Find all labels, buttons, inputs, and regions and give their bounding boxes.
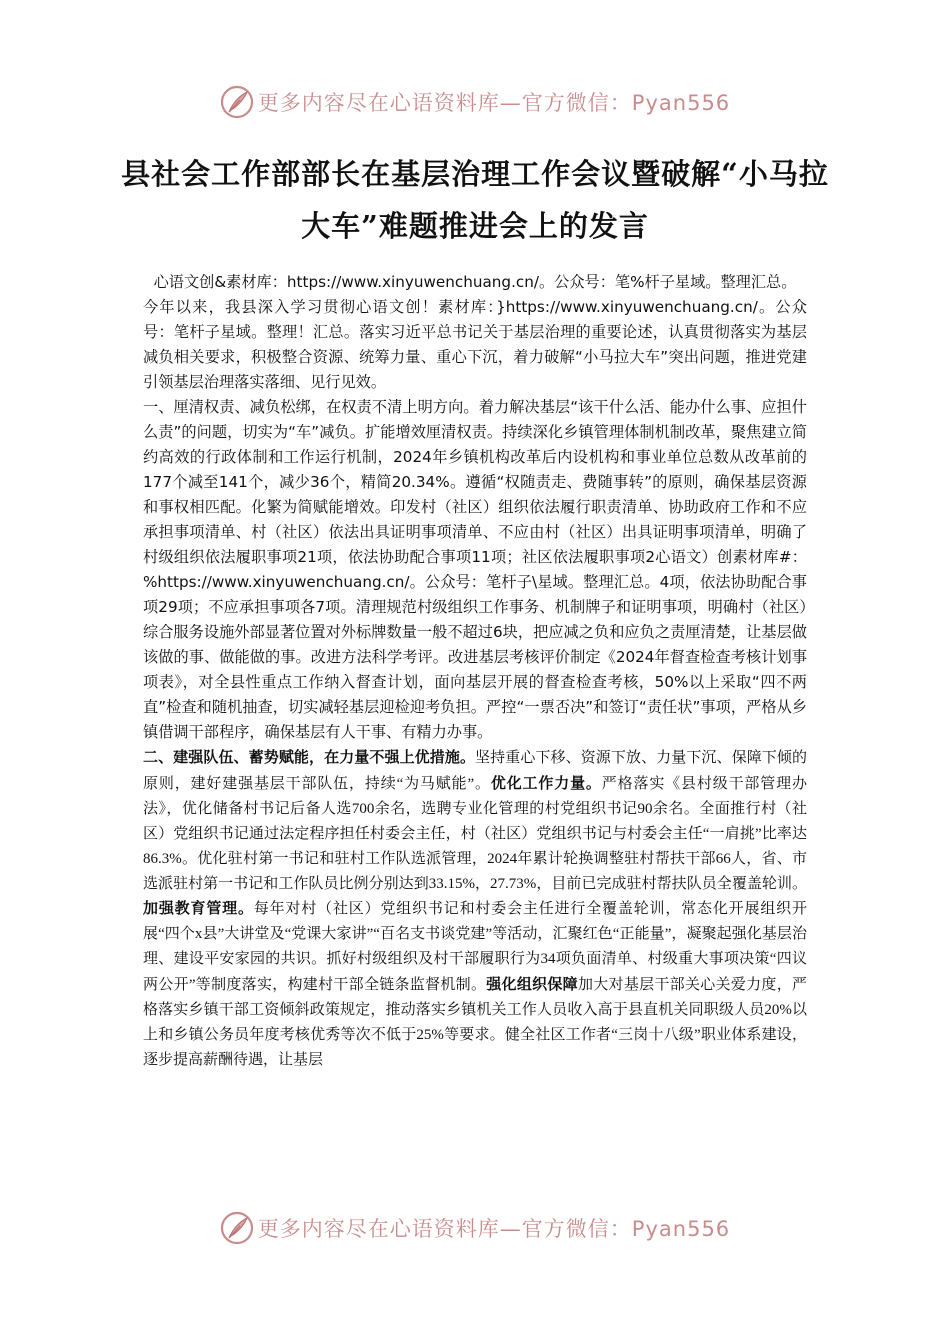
source-note: 心语文创&素材库：https://www.xinyuwenchuang.cn/。公众号：笔%杆子星域。整理汇总。 [153,273,797,291]
page-title: 县社会工作部部长在基层治理工作会议暨破解“小马拉大车”难题推进会上的发言 [121,157,829,243]
section-2-text-1: 坚持重心下移、资源下放、力量下沉、保障下倾的原则，建好建强基层干部队伍，持续“为马赋能”。 [143,750,807,792]
intro-paragraph: 今年以来，我县深入学习贯彻心语文创！素材库：}https://www.xinyuwenchuang.cn/。公众号：笔杆子星域。整理！汇总。落实习近平总书记关于基层治理的重要论述，认真贯彻落实为基层减负相关要求，积极整合资源、统筹力量、重心下沉，着力破解“小马拉大车”突出问题，推进党建引领基层治理落实落细、见行见效。 [143,298,807,391]
watermark-banner-bottom [0,1208,950,1248]
section-2-subheading-2: 加强教育管理。 [143,899,254,918]
watermark-text: 更多内容尽在心语资料库—官方微信：Pyan556 [257,91,731,115]
watermark-banner-top [0,82,950,122]
section-2-text-3: 每年对村（社区）党组织书记和村委会主任进行全覆盖轮训，常态化开展组织开展“四个x县”大讲堂及“党课大家讲”“百名支书谈党建”等活动，汇聚红色“正能量”，凝聚起强化基层治理、建设平安家园的共识。抓好村级组织及村干部履职行为34项负面清单、村级重大事项决策“四议两公开”等制度落实，构建村干部全链条监督机制。 [143,901,807,994]
section-2-heading: 二、建强队伍、蓄势赋能，在力量不强上优措施。 [143,748,476,766]
feather-pen-logo-icon [220,85,254,119]
section-2-text-2: 严格落实《县村级干部管理办法》，优化储备村书记后备人选700余名，选聘专业化管理的村党组织书记90余名。全面推行村（社区）党组织书记通过法定程序担任村委会主任，村（社区）党组织书记与村委会主任“一肩挑”比率达86.3%。优化驻村第一书记和驻村工作队选派管理，2024年累计轮换调整驻村帮扶干部66人，省、市选派驻村第一书记和工作队员比例分别达到33.15%，27.73%，目前已完成驻村帮扶队员全覆盖轮训。 [143,775,807,892]
section-1-paragraph: 一、厘清权责、减负松绑，在权责不清上明方向。着力解决基层“该干什么活、能办什么事、应担什么责”的问题，切实为“车”减负。扩能增效厘清权责。持续深化乡镇管理体制机制改革，聚焦建立简约高效的行政体制和工作运行机制，2024年乡镇机构改革后内设机构和事业单位总数从改革前的177个减至141个，减少36个，精简20.34%。遵循“权随责走、费随事转”的原则，确保基层资源和事权相匹配。化繁为简赋能增效。印发村（社区）组织依法履行职责清单、协助政府工作和不应承担事项清单、村（社区）依法出具证明事项清单、不应由村（社区）出具证明事项清单，明确了村级组织依法履职事项21项，依法协助配合事项11项；社区依法履职事项2心语文）创素材库#：%https://www.xinyuwenchuang.cn/。公众号：笔杆子\星域。整理汇总。4项，依法协助配合事项29项；不应承担事项各7项。清理规范村级组织工作事务、机制牌子和证明事项，明确村（社区）综合服务设施外部显著位置对外标牌数量一般不超过6块，把应减之负和应负之责厘清楚，让基层做该做的事、做能做的事。改进方法科学考评。改进基层考核评价制定《2024年督查检查考核计划事项表》，对全县性重点工作纳入督查计划，面向基层开展的督查检查考核，50%以上采取“四不两直”检查和随机抽查，切实减轻基层迎检迎考负担。严控“一票否决”和签订“责任状”事项，严格从乡镇借调干部程序，确保基层有人干事、有精力办事。 [143,398,807,741]
section-2-subheading-3: 强化组织保障 [486,975,578,994]
document-body [143,270,807,1073]
section-2-subheading-1: 优化工作力量。 [490,773,602,792]
section-2-text-4: 加大对基层干部关心关爱力度，严格落实乡镇干部工资倾斜政策规定，推动落实乡镇机关工作人员收入高于县直机关同职级人员20%以上和乡镇公务员年度考核优秀等次不低于25%等要求。健全社区工作者“三岗十八级”职业体系建设，逐步提高薪酬待遇，让基层 [143,977,807,1068]
section-2-paragraph [143,745,807,1073]
feather-pen-logo-icon [220,1211,254,1245]
watermark-text: 更多内容尽在心语资料库—官方微信：Pyan556 [257,1217,731,1241]
